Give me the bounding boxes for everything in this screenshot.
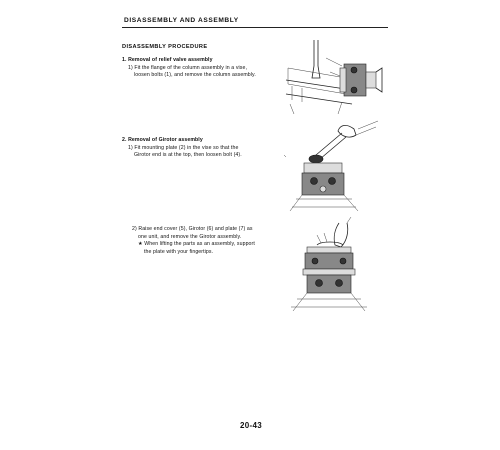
step-3-line: one unit, and remove the Girotor assembly. <box>138 233 242 240</box>
step-3-note: the plate with your fingertips. <box>144 248 214 255</box>
page-number: 20-43 <box>240 421 262 430</box>
step-2-heading: 2. Removal of Girotor assembly <box>122 137 203 143</box>
section-header: DISASSEMBLY AND ASSEMBLY <box>124 17 239 24</box>
step-2-line: Girotor end is at the top, then loosen bolt (4). <box>134 152 242 159</box>
vise-column-figure <box>282 38 392 118</box>
step-1 <box>122 57 272 80</box>
step-3-note: ★ When lifting the parts as an assembly, support <box>138 241 255 248</box>
step-3-line: 2) Raise end cover (5), Girotor (6) and plate (7) as <box>132 226 253 232</box>
header-rule <box>122 27 388 28</box>
step-1-line: 1) Fit the flange of the column assembly in a vise, <box>128 64 247 71</box>
procedure-title: DISASSEMBLY PROCEDURE <box>122 44 208 50</box>
girotor-bolt-figure <box>282 115 392 215</box>
girotor-lift-figure <box>277 215 387 315</box>
step-3 <box>126 226 266 256</box>
step-2-line: 1) Fit mounting plate (2) in the vise so that the <box>128 144 239 151</box>
step-2 <box>122 137 272 160</box>
step-1-heading: 1. Removal of relief valve assembly <box>122 57 213 63</box>
step-1-line: loosen bolts (1), and remove the column assembly. <box>134 72 256 79</box>
